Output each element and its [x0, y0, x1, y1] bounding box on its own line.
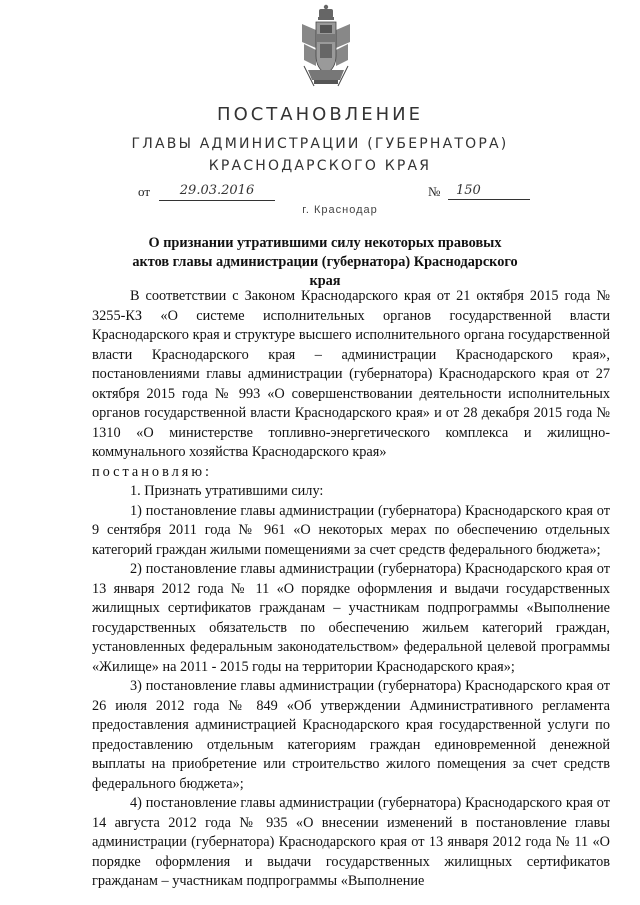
number-prefix-label: № [428, 184, 441, 199]
subitem-3-paragraph: 3) постановление главы администрации (губернатора) Краснодарского края от 26 июля 2012 года № 849 «Об утверждении Административного регламента предоставления администрацией Краснодарского края государственной услуги по предоставлению отдельным категориям граждан единовременной денежной выплаты на приобретение или строительство жилого помещения за счет средств федерального бюджета»; [92, 678, 610, 792]
document-type-heading: ПОСТАНОВЛЕНИЕ [217, 104, 423, 125]
date-prefix-label: от [138, 184, 151, 199]
document-subject: О признании утратившими силу некоторых правовых актов главы администрации (губернатора) Краснодарского края [132, 235, 518, 289]
document-body [92, 287, 610, 892]
region-heading: КРАСНОДАРСКОГО КРАЯ [208, 158, 432, 174]
subitem-4-paragraph: 4) постановление главы администрации (губернатора) Краснодарского края от 14 августа 2012 года № 935 «О внесении изменений в постановление главы администрации (губернатора) Краснодарского края от 13 января 2012 года № 11 «О порядке оформления и выдачи государственных жилищных сертификатов гражданам – участникам подпрограммы «Выполнение [92, 795, 610, 889]
handwritten-number: 150 [448, 183, 530, 200]
subitem-1-paragraph: 1) постановление главы администрации (губернатора) Краснодарского края от 9 сентября 2011 года № 961 «О некоторых мерах по обеспечению отдельных категорий граждан жилыми помещениями за счет средств федерального бюджета»; [92, 502, 610, 558]
subitem-2-paragraph: 2) постановление главы администрации (губернатора) Краснодарского края от 13 января 2012 года № 11 «О порядке оформления и выдачи государственных жилищных сертификатов гражданам – участникам подпрограммы «Выполнение государственных обязательств по обеспечению жильем категорий граждан, установленных федеральным законодательством» федеральной целевой программы «Жилище» на 2011 - 2015 годы на территории Краснодарского края»; [92, 561, 610, 675]
handwritten-date: 29.03.2016 [159, 183, 275, 201]
issuer-heading: ГЛАВЫ АДМИНИСТРАЦИИ (ГУБЕРНАТОРА) [131, 136, 509, 152]
intro-paragraph: В соответствии с Законом Краснодарского края от 21 октября 2015 года № 3255-КЗ «О системе исполнительных органов государственной власти Краснодарского края и структуре высшего исполнительного органа государственной власти Краснодарского края – администрации Краснодарского края», постановлениями главы администрации (губернатора) Краснодарского края от 27 октября 2015 года № 993 «О совершенствовании деятельности исполнительных органов государственной власти Краснодарского края» и от 28 декабря 2015 года № 1310 «О министерстве топливно-энергетического комплекса и жилищно-коммунального хозяйства Краснодарского края» [92, 288, 610, 460]
city-label: г. Краснодар [302, 204, 378, 216]
decree-word: постановляю: [92, 463, 212, 480]
item-1-paragraph: 1. Признать утратившими силу: [130, 483, 324, 499]
krasnodar-coat-of-arms-emblem [300, 4, 352, 90]
